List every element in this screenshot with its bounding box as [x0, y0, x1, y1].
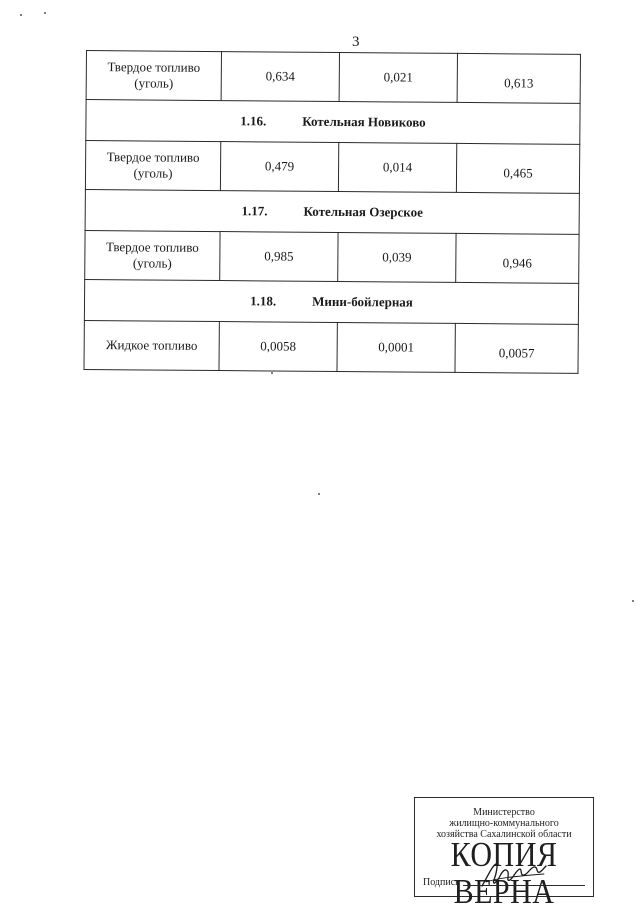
section-title: Котельная Озерское [303, 203, 423, 220]
table-row [86, 51, 580, 104]
section-title: Мини-бойлерная [312, 293, 413, 310]
value-cell: 0,0058 [219, 322, 337, 372]
table-row [85, 230, 579, 283]
value-cell: 0,0057 [455, 323, 578, 373]
fuel-type-cell: Твердое топливо (уголь) [86, 51, 221, 101]
section-header [84, 279, 578, 324]
value-cell: 0,634 [221, 52, 339, 102]
scan-speck [271, 372, 273, 374]
section-header [85, 189, 579, 234]
fuel-table [83, 50, 580, 374]
fuel-type-cell: Жидкое топливо [84, 320, 219, 370]
section-header-row [85, 189, 579, 234]
value-cell: 0,0001 [337, 322, 455, 372]
table-row [84, 320, 578, 373]
value-cell: 0,021 [339, 52, 457, 102]
section-number: 1.17. [241, 203, 268, 219]
scan-speck [632, 600, 634, 602]
scan-speck [318, 493, 320, 495]
page-number: 3 [352, 34, 360, 50]
value-cell: 0,613 [457, 53, 580, 103]
section-title: Котельная Новиково [302, 113, 426, 130]
value-cell: 0,014 [338, 142, 456, 192]
handwritten-signature [478, 858, 548, 892]
fuel-type-cell: Твердое топливо (уголь) [85, 230, 220, 280]
scan-speck [44, 12, 46, 14]
value-cell: 0,985 [220, 232, 338, 282]
stamp-ministry-line: Министерство [473, 807, 535, 818]
section-header-row [86, 100, 580, 145]
value-cell: 0,039 [338, 232, 456, 282]
stamp-ministry-line: жилищно-коммунального [449, 818, 559, 829]
scan-speck [20, 14, 22, 16]
section-number: 1.18. [250, 293, 277, 309]
value-cell: 0,946 [456, 233, 579, 283]
value-cell: 0,479 [220, 142, 338, 192]
section-header-row [84, 279, 578, 324]
value-cell: 0,465 [456, 143, 579, 193]
section-header [86, 100, 580, 145]
stamp-title: КОПИЯ ВЕРНА [450, 836, 558, 911]
stamp-ministry-line: хозяйства Сахалинской области [436, 829, 572, 840]
signature-label: Подпись [423, 877, 460, 888]
table-row [85, 141, 579, 194]
section-number: 1.16. [240, 113, 267, 129]
fuel-type-cell: Твердое топливо (уголь) [85, 141, 220, 191]
